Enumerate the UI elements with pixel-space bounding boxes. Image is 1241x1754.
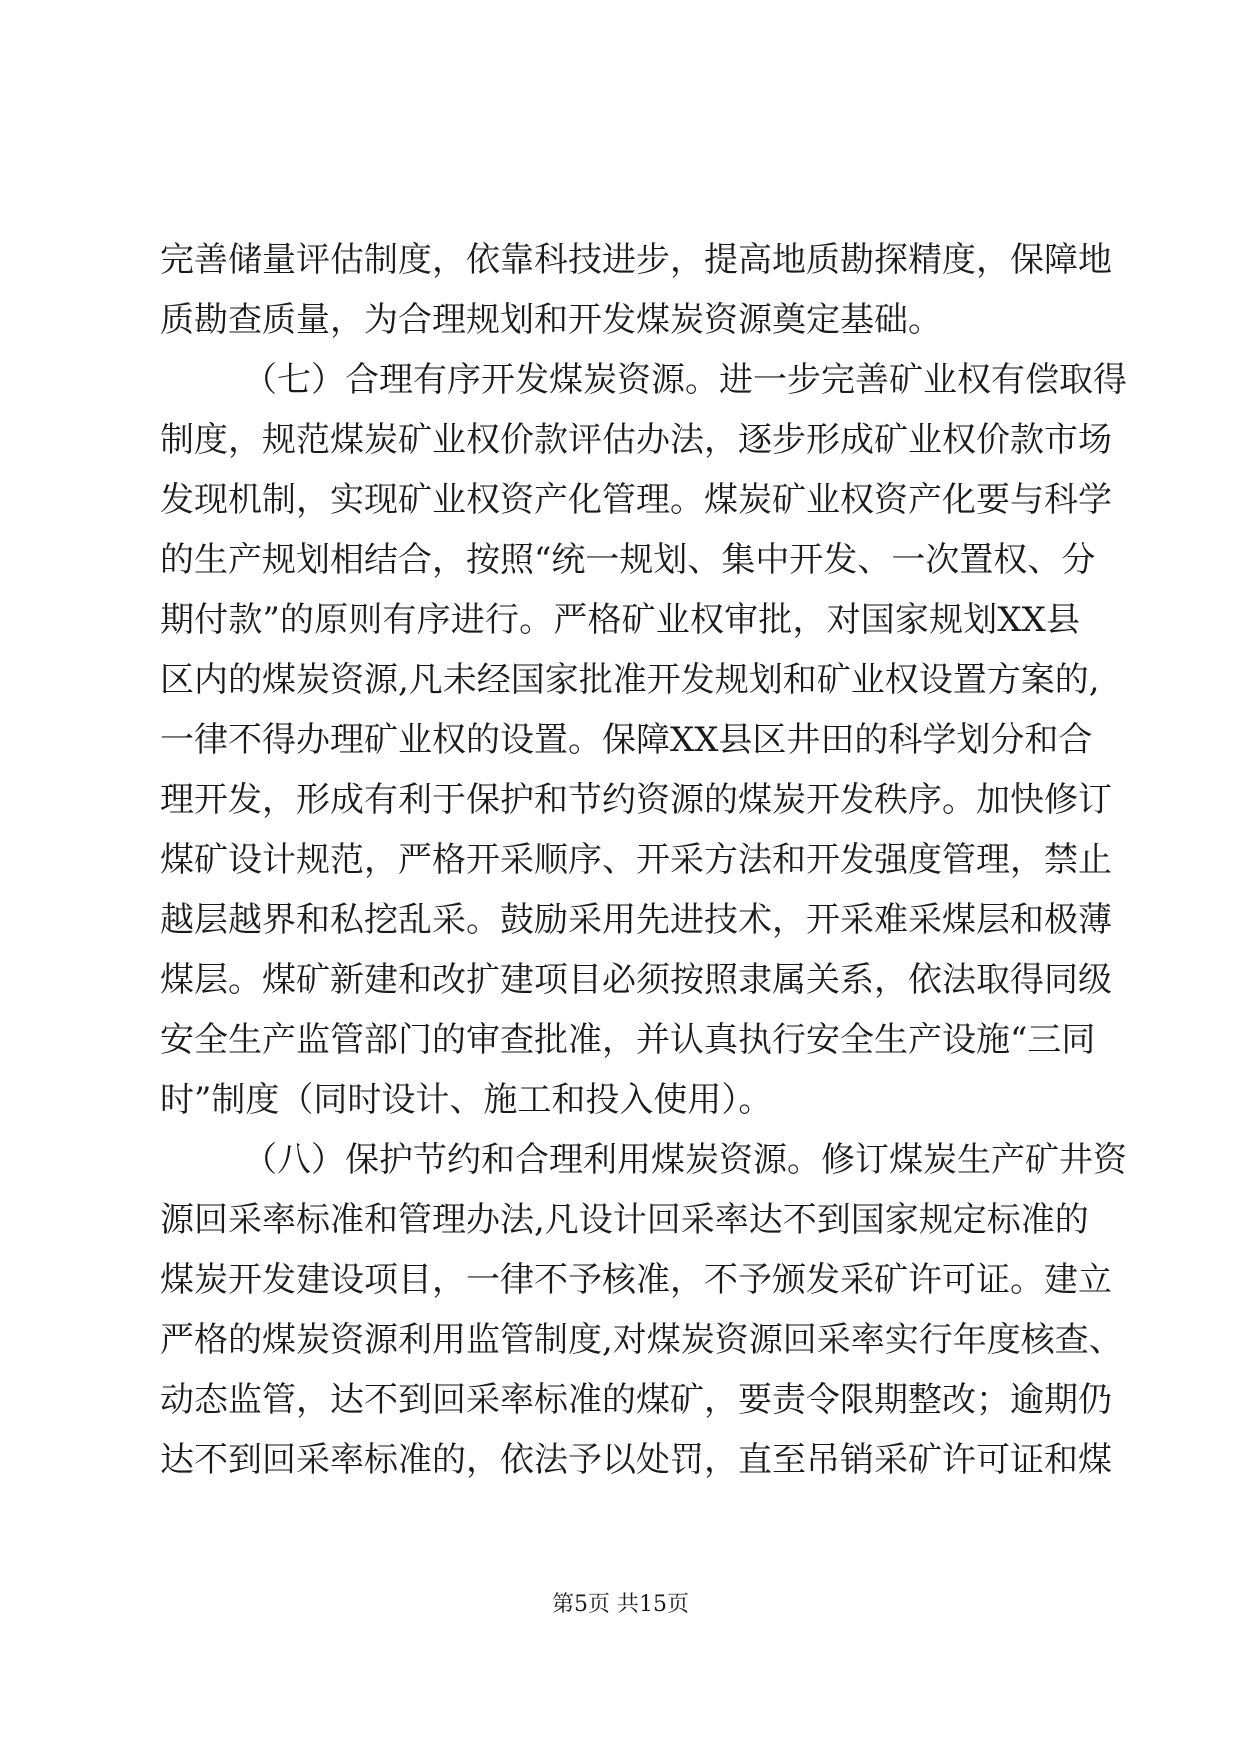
page-number-footer: 第5页 共15页: [552, 1592, 689, 1617]
paragraph-line: 煤矿设计规范，严格开采顺序、开采方法和开发强度管理，禁止: [160, 840, 1112, 880]
paragraph-line: 的生产规划相结合，按照“统一规划、集中开发、一次置权、分: [160, 540, 1096, 580]
paragraph-line: 源回采率标准和管理办法,凡设计回采率达不到国家规定标准的: [160, 1200, 1089, 1240]
paragraph-line: 严格的煤炭资源利用监管制度,对煤炭资源回采率实行年度核查、: [160, 1320, 1123, 1360]
paragraph-line: 期付款”的原则有序进行。严格矿业权审批，对国家规划XX县: [160, 600, 1080, 640]
paragraph-line: 区内的煤炭资源,凡未经国家批准开发规划和矿业权设置方案的,: [160, 660, 1100, 700]
paragraph-line: 安全生产监管部门的审查批准，并认真执行安全生产设施“三同: [160, 1020, 1096, 1060]
paragraph-line: 动态监管，达不到回采率标准的煤矿，要责令限期整改；逾期仍: [160, 1380, 1112, 1420]
document-body: [160, 230, 1127, 1490]
paragraph-line: 发现机制，实现矿业权资产化管理。煤炭矿业权资产化要与科学: [160, 480, 1112, 520]
paragraph-line: 越层越界和私挖乱采。鼓励采用先进技术，开采难采煤层和极薄: [160, 900, 1112, 940]
paragraph-line: 质勘查质量，为合理规划和开发煤炭资源奠定基础。: [160, 300, 942, 340]
paragraph-line: 时”制度（同时设计、施工和投入使用）。: [160, 1080, 773, 1120]
paragraph-line: 煤层。煤矿新建和改扩建项目必须按照隶属关系，依法取得同级: [160, 960, 1112, 1000]
paragraph-line: 一律不得办理矿业权的设置。保障XX县区井田的科学划分和合: [160, 720, 1093, 760]
paragraph-line: 达不到回采率标准的，依法予以处罚，直至吊销采矿许可证和煤: [160, 1440, 1112, 1480]
paragraph-line: 制度，规范煤炭矿业权价款评估办法，逐步形成矿业权价款市场: [160, 420, 1112, 460]
paragraph-line: 完善储量评估制度，依靠科技进步，提高地质勘探精度，保障地: [160, 240, 1112, 280]
paragraph-line: 理开发，形成有利于保护和节约资源的煤炭开发秩序。加快修订: [160, 780, 1112, 820]
paragraph-line: （八）保护节约和合理利用煤炭资源。修订煤炭生产矿井资: [243, 1140, 1127, 1180]
paragraph-line: （七）合理有序开发煤炭资源。进一步完善矿业权有偿取得: [243, 360, 1127, 400]
paragraph-line: 煤炭开发建设项目，一律不予核准，不予颁发采矿许可证。建立: [160, 1260, 1112, 1300]
